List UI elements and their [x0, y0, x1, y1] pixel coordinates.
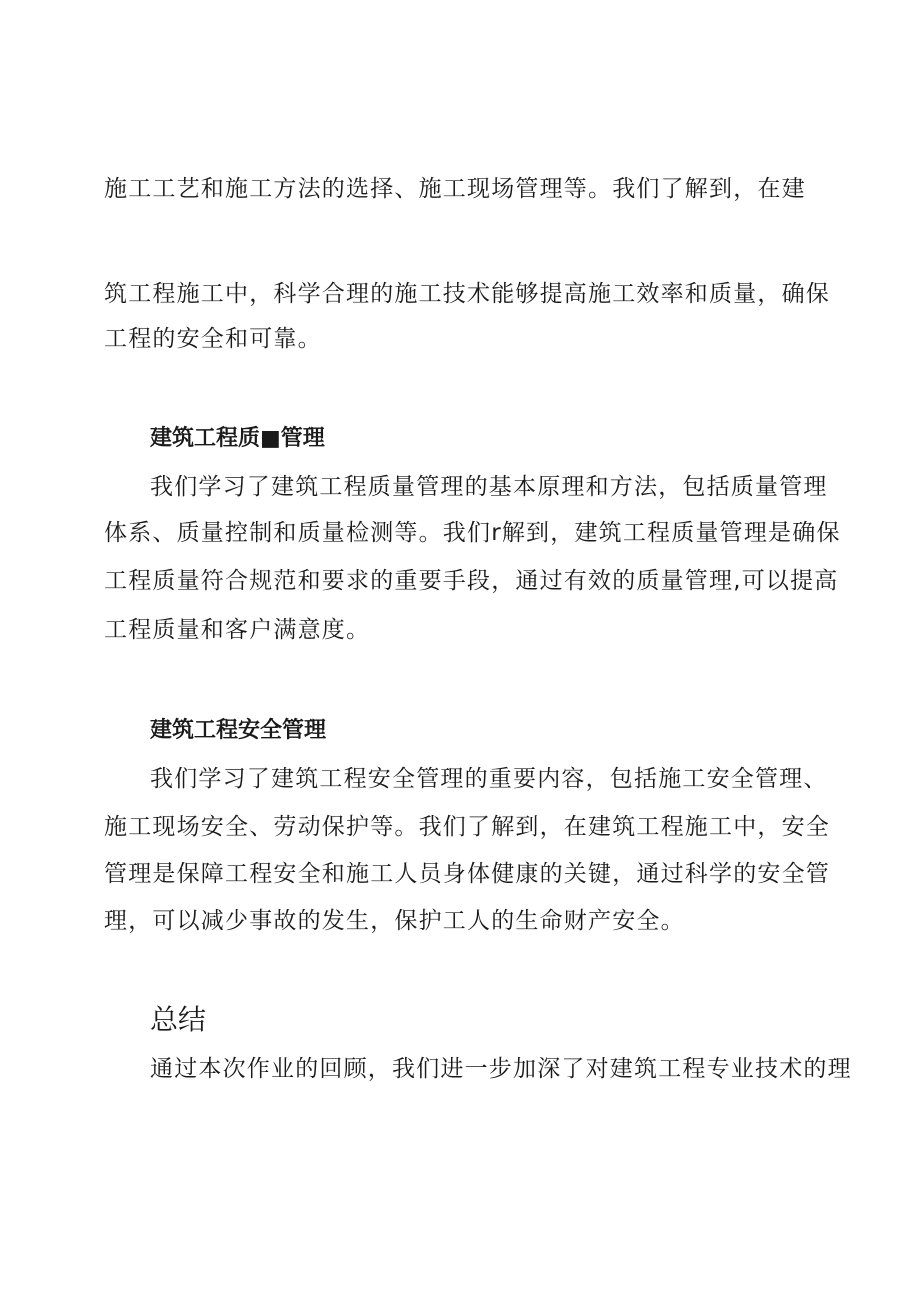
- intro-line-1: 施工工艺和施工方法的选择、施工现场管理等。我们了解到，在建: [104, 176, 806, 202]
- quality-line-1: 我们学习了建筑工程质量管理的基本原理和方法，包括质量管理: [150, 474, 828, 500]
- summary-line-1: 通过本次作业的回顾，我们进一步加深了对建筑工程专业技术的理: [150, 1056, 852, 1082]
- intro-line-3: 工程的安全和可靠。: [104, 326, 322, 352]
- quality-line-4: 工程质量和客户满意度。: [104, 617, 371, 643]
- safety-line-2: 施工现场安全、劳动保护等。我们了解到，在建筑工程施工中，安全: [104, 814, 830, 840]
- safety-heading: 建筑工程安全管理: [150, 718, 327, 743]
- safety-line-3: 管理是保障工程安全和施工人员身体健康的关键，通过科学的安全管: [104, 861, 830, 887]
- summary-heading: 总结: [150, 1003, 207, 1036]
- quality-line-3: 工程质量符合规范和要求的重要手段，通过有效的质量管理,可以提高: [104, 568, 839, 594]
- safety-line-1: 我们学习了建筑工程安全管理的重要内容，包括施工安全管理、: [150, 766, 828, 792]
- quality-line-2: 体系、质量控制和质量检测等。我们r解到，建筑工程质量管理是确保: [104, 520, 841, 546]
- intro-line-2: 筑工程施工中，科学合理的施工技术能够提高施工效率和质量，确保: [104, 281, 830, 307]
- safety-line-4: 理，可以减少事故的发生，保护工人的生命财产安全。: [104, 908, 685, 934]
- quality-heading: 建筑工程质■管理: [150, 426, 325, 451]
